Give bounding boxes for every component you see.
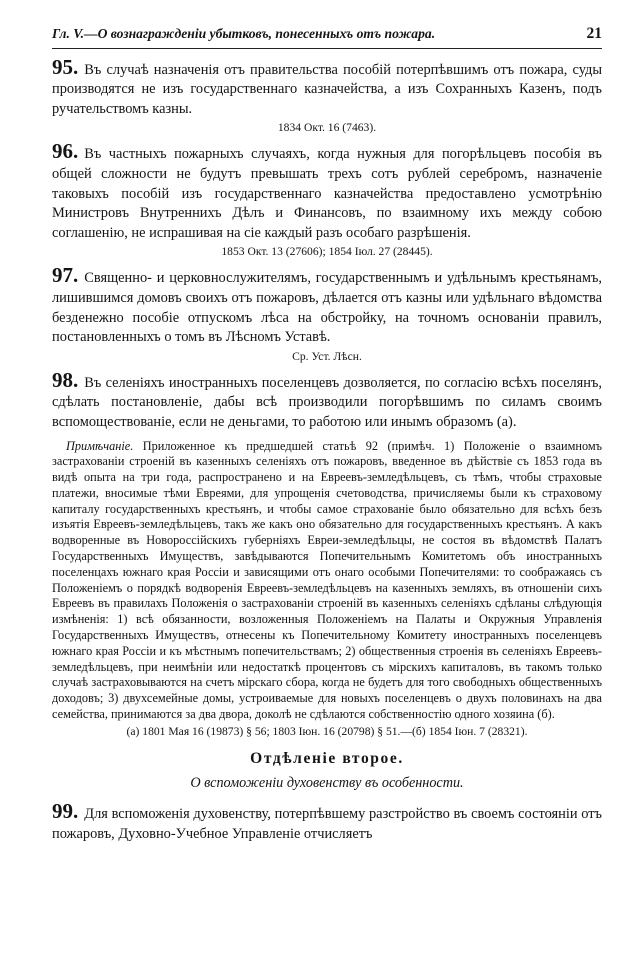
note-text: Приложенное къ предшедшей статьѣ 92 (примѣч. 1) Положеніе о взаимномъ застрахованіи строеній въ казенныхъ селеніяхъ отъ пожаровъ, введенное въ дѣйствіе съ 1853 года въ видѣ опыта на три года, распространено и на Евреевъ-земледѣльцевъ, съ тѣмъ, чтобы страховые платежи, вносимые тѣми Евреями, для упрощенія счетоводства, причисляемы были къ страховому капиталу государственныхъ крестьянъ, и чтобы самое страхованіе было обязательно для всѣхъ безъ изъятія Евреевъ-земледѣльцевъ, такъ же какъ оно обязательно для государственныхъ крестьянъ. А какъ водворенные въ Новороссійскихъ губерніяхъ Евреи-земледѣльцы, не состоя въ вѣдомствѣ Палатъ Государственныхъ Имуществъ, завѣдываются Попечительнымъ Комитетомъ объ иностранныхъ поселенцахъ южнаго края Россіи и зависящими отъ онаго особыми Попечителями: то соображаясь съ Положеніемъ о порядкѣ водворенія Евреевъ-земледѣльцевъ на казенныхъ земляхъ, въ отношеніи сихъ Евреевъ въ правилахъ Положенія о застрахованіи строеній въ казенныхъ селеніяхъ сдѣланы слѣдующія измѣненія: 1) всѣ обязанности, возложенныя Положеніемъ на Палаты и Окружныя Управленія Государственныхъ Имуществъ, отнесены къ Попечительному Комитету иностранныхъ поселенцевъ южнаго края Россіи и къ мѣстнымъ попечительствамъ; 2) общественныя строенія въ селеніяхъ Евреевъ-земледѣльцевъ, при неимѣніи или недостаткѣ процентовъ съ мірскихъ капиталовъ, въ такомъ только случаѣ застраховываются на счетъ мірскаго сбора, когда не будетъ для того свободныхъ общественныхъ доходовъ; 3) двухсемейные домы, устроиваемые для новыхъ поселенцевъ о двухъ половинахъ на два семейства, принимаются за два двора, доколѣ не сдѣлаются собственностію одного хозяина (б). [52,438,602,722]
article-text: Въ селеніяхъ иностранныхъ поселенцевъ дозволяется, по согласію всѣхъ поселянъ, сдѣлать постановленіе, дабы всѣ производили погорѣвшимъ по силамъ своимъ вспомоществованіе, если не деньгами, то работою или инымъ образомъ (а). [52,374,602,430]
article-citation: 1853 Окт. 13 (27606); 1854 Іюл. 27 (28445). [221,245,433,259]
article-97 [52,263,602,347]
section-subtitle: О вспоможеніи духовенству въ особенности. [190,775,464,792]
page-header [52,24,602,49]
article-number: 98. [52,367,79,392]
chapter-title: Гл. V.—О вознагражденіи убытковъ, понесенныхъ отъ пожара. [52,26,436,41]
note-citation: (а) 1801 Мая 16 (19873) § 56; 1803 Іюн. 16 (20798) § 51.—(б) 1854 Іюн. 7 (28321). [126,724,528,738]
page-number: 21 [586,25,602,42]
article-number: 99. [52,799,79,824]
article-citation: Ср. Уст. Лѣсн. [292,349,362,363]
article-number: 95. [52,54,79,79]
article-text: Въ случаѣ назначенія отъ правительства пособій потерпѣвшимъ отъ пожара, суды производятся не изъ государственнаго казначейства, а изъ Сохранныхъ Казенъ, подъ ручательствомъ казны. [52,61,602,117]
article-text: Для вспоможенія духовенству, потерпѣвшему разстройство въ своемъ состояніи отъ пожаровъ, Духовно-Учебное Управленіе отчисляетъ [52,806,602,842]
article-number: 96. [52,139,79,164]
article-number: 97. [52,263,79,288]
article-99 [52,799,602,844]
note-label: Примѣчаніе. [66,438,134,453]
article-98 [52,367,602,433]
article-text: Въ частныхъ пожарныхъ случаяхъ, когда нужныя для погорѣльцевъ пособія въ общей сложности не будутъ превышать трехъ сотъ рублей серебромъ, назначеніе таковыхъ пособій изъ государственнаго казначейства предоставлено усмотрѣнію Министровъ Внутреннихъ Дѣлъ и Финансовъ, по взаимному ихъ между собою соглашенію, не испрашивая на сіе каждый разъ особаго разрѣшенія. [52,146,602,241]
article-citation: 1834 Окт. 16 (7463). [277,121,377,135]
article-95 [52,54,602,120]
article-note [52,439,602,723]
section-title: Отдѣленіе второе. [250,749,404,767]
article-96 [52,139,602,243]
article-text: Священно- и церковнослужителямъ, государственнымъ и удѣльнымъ крестьянамъ, лишившимся домовъ своихъ отъ пожаровъ, дѣлается отъ казны или удѣльнаго вѣдомства безденежно пособіе отпускомъ лѣса на обстройку, на точномъ основаніи правилъ, постановленныхъ о томъ въ Лѣсномъ Уставѣ. [52,270,602,346]
